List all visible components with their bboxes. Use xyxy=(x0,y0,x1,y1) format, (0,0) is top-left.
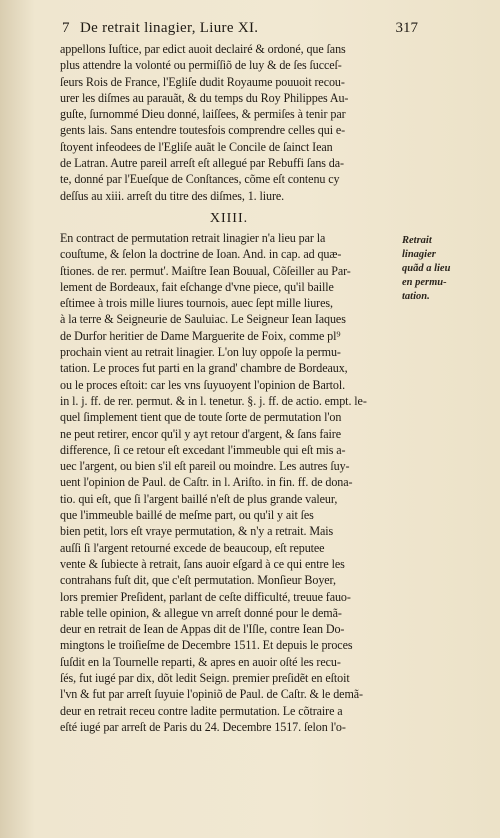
text-line: ſtoyent infeodees de l'Egliſe auãt le Concile de ſainct Iean xyxy=(60,139,333,154)
section-heading: XIIII. xyxy=(209,211,249,226)
text-line: appellons Iuſtice, par edict auoit declairé & ordoné, que ſans xyxy=(60,42,346,56)
text-line: in l. j. ff. de rer. permut. & in l. tenetur. §. j. ff. de actio. empt. le- xyxy=(60,393,367,408)
margin-note-line: en permu- xyxy=(402,277,447,288)
margin-note-line: quãd a lieu xyxy=(402,263,451,274)
text-line: ſuſdit en la Tournelle reparti, & apres en auoir oſté les recu- xyxy=(60,654,341,669)
text-line: prochain vient au retrait linagier. L'on luy oppoſe la permu- xyxy=(60,345,341,360)
text-line: quel ſimplement tient que de toute ſorte de permutation l'on xyxy=(60,410,342,425)
text-line: uent l'opinion de Paul. de Caſtr. in l. Ariſto. in fin. ff. de dona- xyxy=(60,475,353,490)
margin-note xyxy=(402,234,462,304)
text-line: mingtons le troiſieſme de Decembre 1511. Et depuis le proces xyxy=(60,638,353,653)
text-line: eſtimee à trois mille liures tournois, auec ſept mille liures, xyxy=(60,296,333,311)
text-line: couſtume, & ſelon la doctrine de Ioan. And. in cap. ad quæ- xyxy=(60,247,342,262)
margin-note-line: linagier xyxy=(402,249,436,260)
text-line: eſté iugé par arreſt de Paris du 24. Decembre 1517. ſelon l'o- xyxy=(60,719,346,734)
text-line: tio. qui eſt, que ſi l'argent baillé n'eſt de plus grande valeur, xyxy=(60,491,338,506)
text-line: uec l'argent, ou bien s'il eſt pareil ou moindre. Les autres ſuy- xyxy=(60,459,350,474)
text-line: ſés, fut iugé par dix, dõt ledit Seign. premier preſidẽt en eſtoit xyxy=(60,671,350,686)
text-line: plus attendre la volonté ou permiſſiõ de luy & de ſes ſucceſ- xyxy=(60,58,342,73)
text-line: te, donné par l'Eueſque de Conſtances, cõme eſt contenu cy xyxy=(60,172,340,187)
text-line: ſtiones. de rer. permut'. Maiſtre Iean Bouual, Cõſeiller au Par- xyxy=(60,263,351,278)
text-line: ou le proces eſtoit: car les vns ſuyuoyent l'opinion de Bartol. xyxy=(60,377,346,392)
running-title: De retrait linagier, Liure XI. xyxy=(80,20,259,36)
text-line: lors premier Preſident, parlant de ceſte difficulté, treuue fauo- xyxy=(60,589,351,604)
text-line: lement de Bordeaux, fait eſchange d'vne piece, qu'il baille xyxy=(60,279,334,294)
margin-note-line: Retrait xyxy=(402,235,432,246)
text-line: contrahans fuſt dit, que c'eſt permutation. Monſieur Boyer, xyxy=(60,573,336,588)
text-line: tation. Le proces fut parti en la grand' chambre de Bordeaux, xyxy=(60,361,348,376)
text-line: de Durfor heritier de Dame Marguerite de Foix, comme pl⁹ xyxy=(60,328,341,343)
text-line: urer les diſmes au parauãt, & du temps du Roy Philippes Au- xyxy=(60,90,349,105)
text-line: En contract de permutation retrait linagier n'a lieu par la xyxy=(60,231,326,245)
text-line: bien petit, lors eſt vraye permutation, & n'y a retrait. Mais xyxy=(60,524,334,539)
margin-note-line: tation. xyxy=(402,291,430,302)
text-line: l'vn & fut par arreſt ſuyuie l'opiniõ de Paul. de Caſtr. & le demã- xyxy=(60,687,363,702)
text-line: ſeurs Rois de France, l'Egliſe dudit Royaume pouuoit recou- xyxy=(60,74,345,89)
text-line: à la terre & Seigneurie de Sauluiac. Le Seigneur Iean Iaques xyxy=(60,312,346,327)
running-header xyxy=(62,20,418,40)
text-line: auſſi ſi l'argent retourné excede de beaucoup, eſt reputee xyxy=(60,540,325,555)
text-line: rable telle opinion, & allegue vn arreſt donné pour le demã- xyxy=(60,605,342,620)
text-line: vente & ſubiecte à retrait, ſans auoir eſgard à ce qui entre les xyxy=(60,556,345,571)
text-line: de Latran. Autre pareil arreſt eſt allegué par Rebuffi ſans da- xyxy=(60,156,344,171)
text-line: deſſus au xiii. arreſt du titre des diſmes, 1. liure. xyxy=(60,188,285,203)
page-number: 317 xyxy=(395,20,418,36)
text-line: que l'immeuble baillé de meſme part, ou qu'il y ait ſes xyxy=(60,508,314,523)
text-line: guſte, ſurnommé Dieu donné, laiſſees, & permiſes à tenir par xyxy=(60,107,346,122)
text-line: deur en retrait receu contre ladite permutation. Le cõtraire a xyxy=(60,703,343,718)
paragraph-permutation xyxy=(60,230,398,735)
text-line: ne peut retirer, encor qu'il y ayt retour d'argent, & ſans faire xyxy=(60,426,342,441)
paragraph-continuation xyxy=(60,41,398,204)
page-number-left: 7 xyxy=(62,20,70,36)
text-line: difference, ſi ce retour eſt excedant l'immeuble qui eſt mis a- xyxy=(60,442,346,457)
text-line: deur en retrait de Iean de Appas dit de l'Iſle, contre Iean Do- xyxy=(60,622,345,637)
text-line: gents lais. Sans entendre toutesfois comprendre celles qui e- xyxy=(60,123,346,138)
